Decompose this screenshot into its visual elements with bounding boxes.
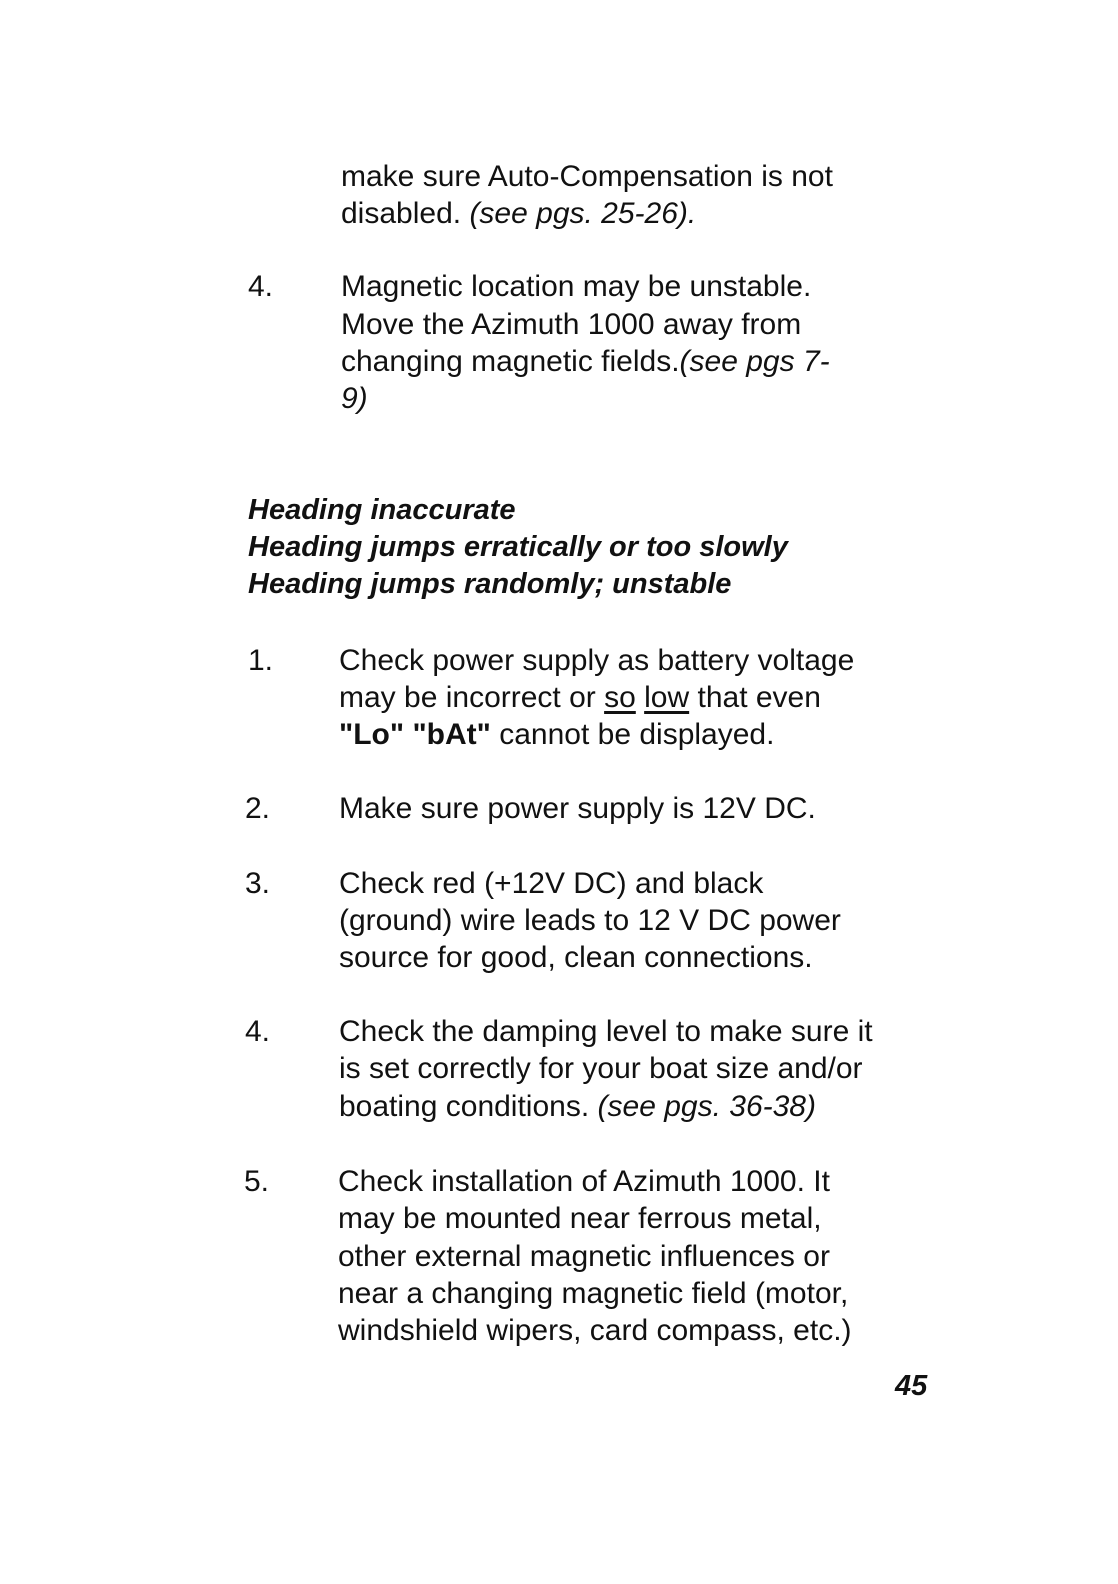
list-item-text: boating conditions. [339,1090,590,1123]
list-item-line [339,716,774,753]
list-item-text: changing magnetic fields. [341,345,680,378]
list-item-line: may be mounted near ferrous metal, [338,1202,822,1235]
list-item-line: source for good, clean connections. [339,941,813,974]
display-code-lo: "Lo" [339,718,405,751]
list-item-line: other external magnetic influences or [338,1240,830,1273]
list-item-text: that even [697,681,821,714]
list-item-line: Make sure power supply is 12V DC. [339,792,816,825]
list-item-line: Check installation of Azimuth 1000. It [338,1165,830,1198]
list-item-line: Magnetic location may be unstable. [341,270,812,303]
list-item-line: (ground) wire leads to 12 V DC power [339,904,841,937]
list-number: 2. [245,792,271,825]
section-heading: Heading jumps erratically or too slowly [248,531,788,563]
continuation-line-1: make sure Auto-Compensation is not [341,160,833,193]
list-item-line [341,343,830,380]
list-item-line: Check the damping level to make sure it [339,1015,873,1048]
list-item-text: may be incorrect or [339,681,596,714]
list-item-line: Check red (+12V DC) and black [339,867,764,900]
list-item-line: is set correctly for your boat size and/or [339,1052,863,1085]
display-code-bat: "bAt" [412,718,491,751]
underlined-word: low [644,681,690,714]
list-number: 3. [245,867,271,900]
list-number: 4. [245,1015,271,1048]
section-heading: Heading jumps randomly; unstable [248,568,732,600]
list-item-line: near a changing magnetic field (motor, [338,1277,849,1310]
list-number: 5. [244,1165,270,1198]
list-item-line: Move the Azimuth 1000 away from [341,308,802,341]
page-reference: (see pgs. 25-26). [469,197,697,230]
list-item-line: Check power supply as battery voltage [339,644,855,677]
list-number: 4. [248,270,274,303]
list-item-text: cannot be displayed. [499,718,775,751]
page-reference: (see pgs. 36-38) [597,1090,816,1123]
continuation-line-2 [341,195,696,232]
page-number: 45 [895,1370,928,1402]
list-item-line [339,679,821,716]
page-reference: 9) [341,382,368,415]
list-item-line: windshield wipers, card compass, etc.) [338,1314,852,1347]
underlined-word: so [604,681,636,714]
list-number: 1. [248,644,274,677]
section-heading: Heading inaccurate [248,494,516,526]
page-reference: (see pgs 7- [679,345,830,378]
continuation-text: disabled. [341,197,462,230]
list-item-line [339,1088,816,1125]
